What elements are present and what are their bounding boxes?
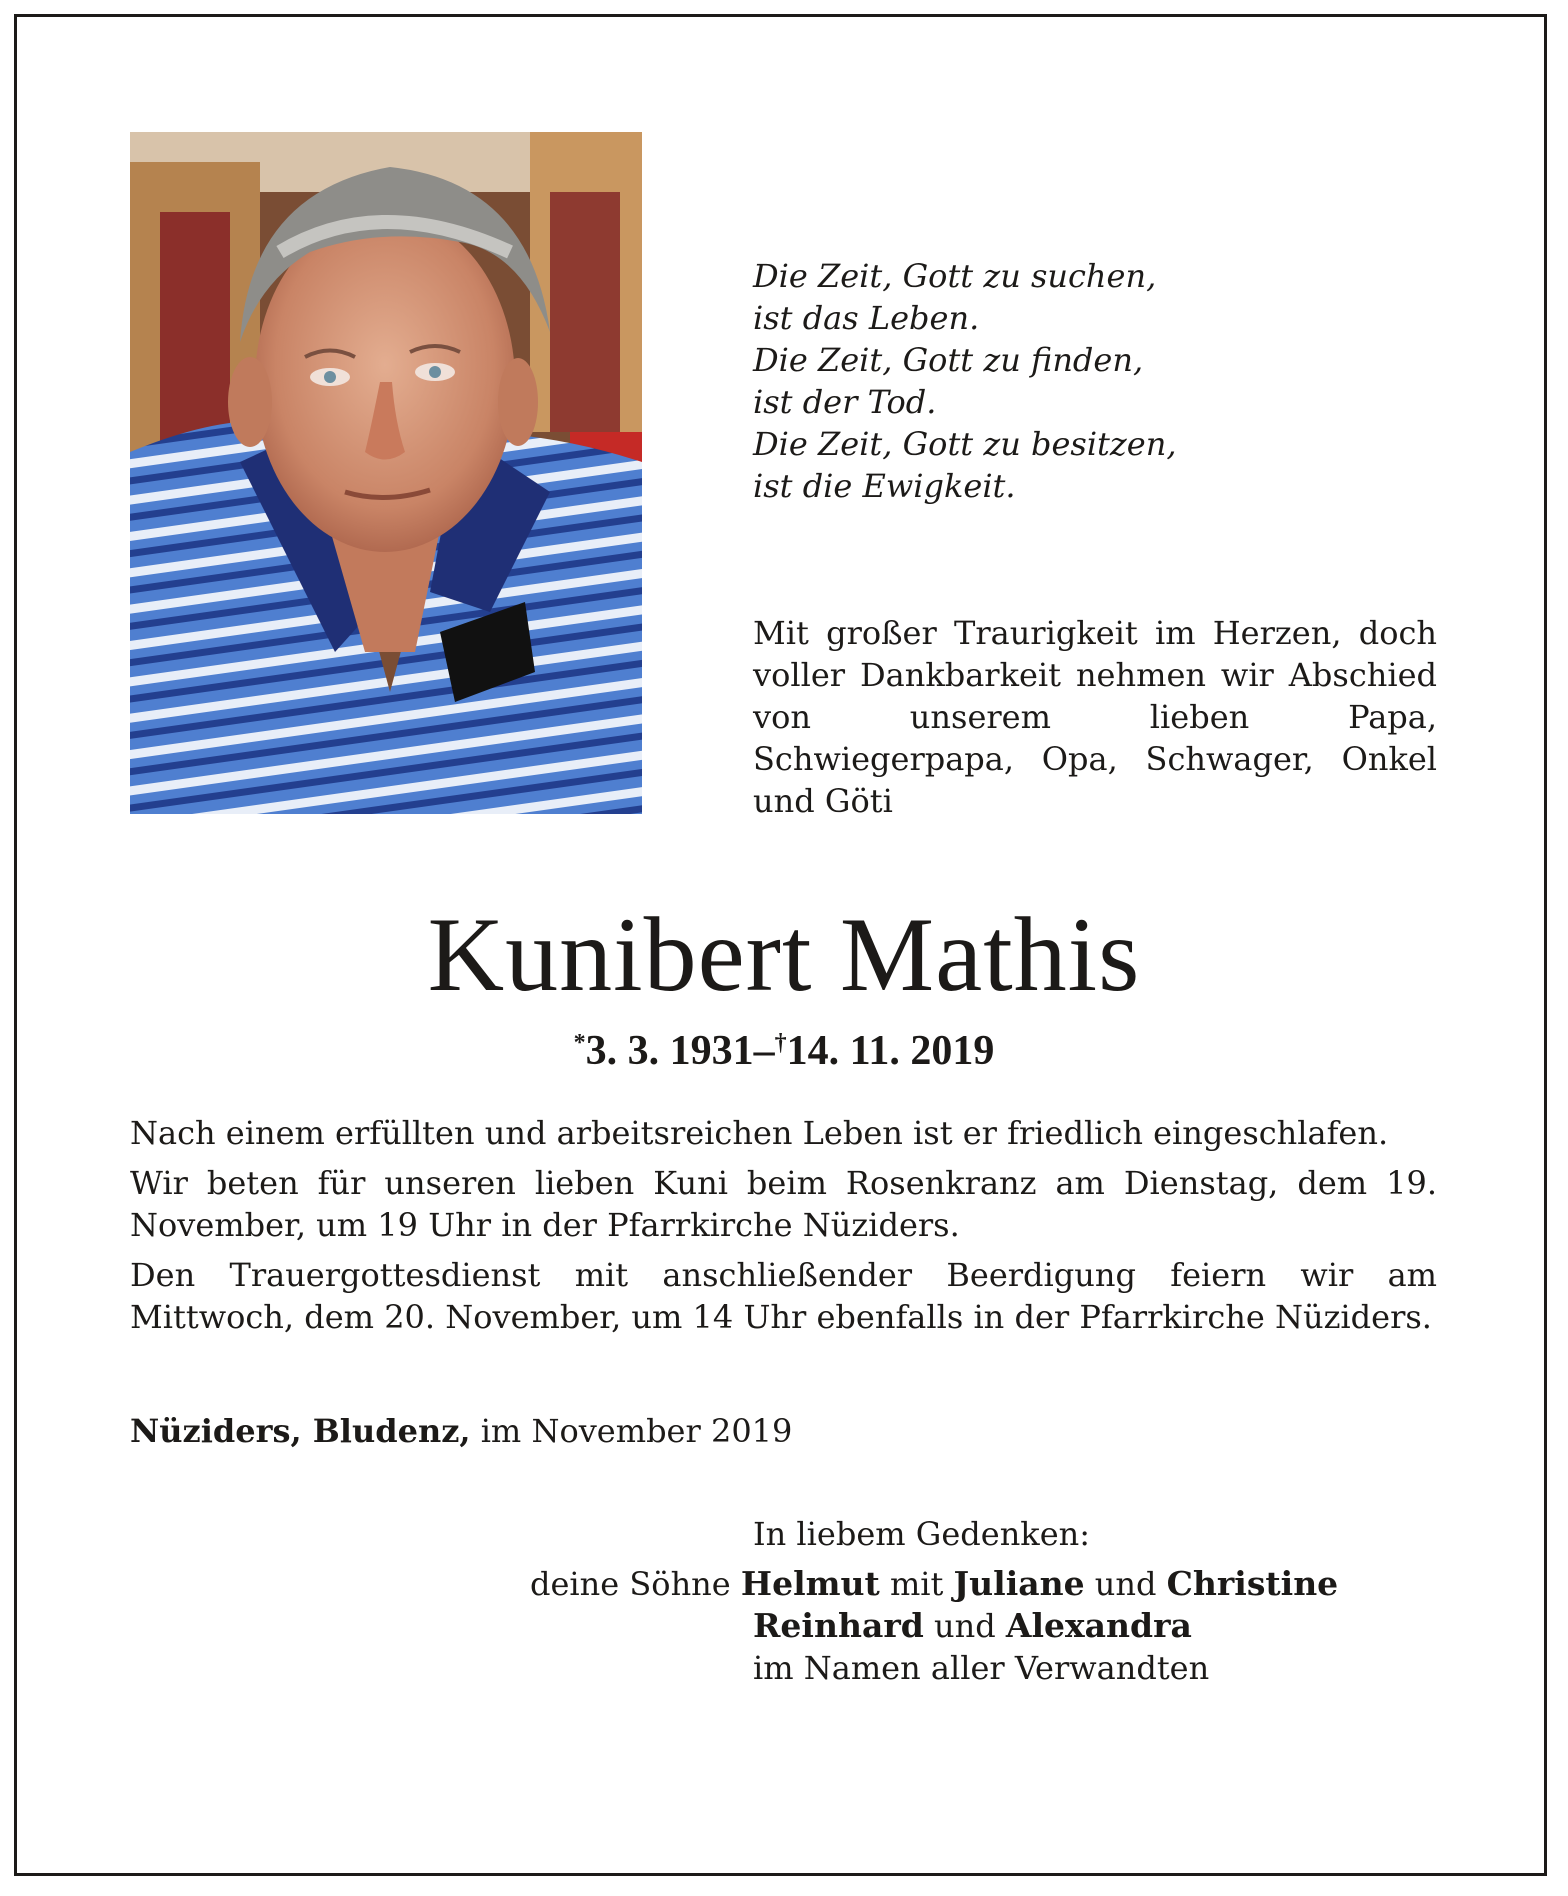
memorial-connector: mit	[879, 1565, 954, 1603]
memorial-prefix: deine Söhne	[530, 1565, 741, 1603]
intro-text: Mit großer Traurigkeit im Herzen, doch voller Dankbarkeit nehmen wir Abschied von unserem lieben Papa, Schwiegerpapa, Opa, Schwager, Onkel und Göti	[753, 614, 1437, 820]
death-date: 14. 11. 2019	[786, 1028, 995, 1074]
memorial-name: Juliane	[953, 1564, 1085, 1603]
body-paragraph: Wir beten für unseren lieben Kuni beim Rosenkranz am Dienstag, dem 19. November, um 19 Uhr in der Pfarrkirche Nüziders.	[130, 1164, 1437, 1244]
memorial-connector: und	[1084, 1565, 1167, 1603]
birth-symbol: *	[573, 1030, 586, 1056]
date-dash: –	[753, 1028, 775, 1074]
poem	[753, 255, 1313, 507]
body-paragraph: Nach einem erfüllten und arbeitsreichen Leben ist er friedlich eingeschlafen.	[130, 1114, 1389, 1152]
memorial-name: Helmut	[740, 1564, 880, 1603]
body-paragraph: Den Trauergottesdienst mit anschließender Beerdigung feiern wir am Mittwoch, dem 20. November, um 14 Uhr ebenfalls in der Pfarrkirche Nüziders.	[130, 1256, 1437, 1336]
life-dates	[0, 1018, 1568, 1076]
poem-line: ist die Ewigkeit.	[753, 467, 1016, 505]
birth-date: 3. 3. 1931	[585, 1028, 754, 1074]
memorial-name: Christine	[1166, 1564, 1339, 1603]
memorial-signatories	[530, 1563, 1430, 1689]
memorial-line: im Namen aller Verwandten	[753, 1649, 1210, 1687]
place-date	[130, 1410, 792, 1452]
memorial-line	[530, 1605, 1430, 1647]
poem-line: Die Zeit, Gott zu suchen,	[753, 257, 1157, 295]
portrait-photo	[130, 132, 642, 814]
deceased-name: Kunibert Mathis	[427, 896, 1141, 1013]
memorial-name: Reinhard	[753, 1606, 924, 1645]
poem-line: Die Zeit, Gott zu finden,	[753, 341, 1144, 379]
poem-line: ist der Tod.	[753, 383, 937, 421]
place-names: Nüziders, Bludenz,	[130, 1412, 471, 1450]
announcement-body	[130, 1112, 1437, 1346]
memorial-line	[530, 1563, 1430, 1605]
memorial-title: In liebem Gedenken:	[753, 1515, 1091, 1553]
death-symbol: †	[774, 1030, 787, 1056]
place-month: im November 2019	[470, 1412, 793, 1450]
memorial-connector: und	[923, 1607, 1006, 1645]
memorial-name: Alexandra	[1005, 1606, 1192, 1645]
poem-line: Die Zeit, Gott zu besitzen,	[753, 425, 1177, 463]
poem-line: ist das Leben.	[753, 299, 980, 337]
